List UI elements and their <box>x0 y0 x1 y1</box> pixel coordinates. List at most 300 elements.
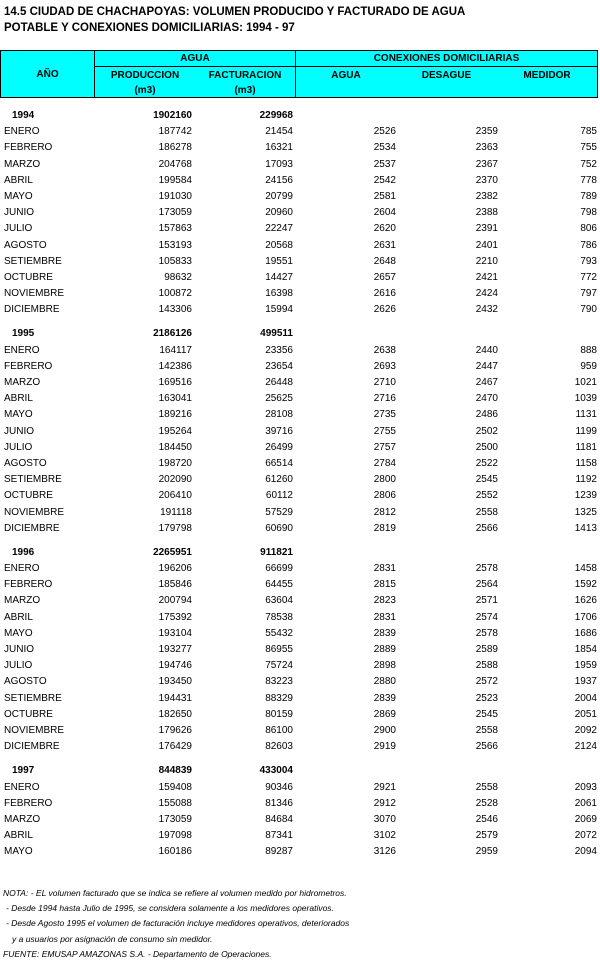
agua-cell: 2921 <box>373 781 396 793</box>
facturacion-cell: 21454 <box>265 126 293 138</box>
table-row <box>0 577 600 593</box>
agua-cell: 3102 <box>373 830 396 842</box>
produccion-cell: 197098 <box>158 830 192 842</box>
medidor-cell: 2072 <box>574 830 597 842</box>
title-line-2: POTABLE Y CONEXIONES DOMICILIARIAS: 1994 - 97 <box>4 22 295 34</box>
year-produccion: 2186126 <box>153 328 192 340</box>
month-label: JULIO <box>4 441 33 453</box>
facturacion-cell: 86955 <box>265 644 293 655</box>
year-facturacion: 433004 <box>259 765 293 777</box>
medidor-cell: 1626 <box>574 595 597 607</box>
agua-cell: 2757 <box>373 441 396 453</box>
month-label: ABRIL <box>4 174 33 186</box>
desague-cell: 2566 <box>475 522 498 534</box>
source: FUENTE: EMUSAP AMAZONAS S.A. - Departamento de Operaciones. <box>3 948 272 959</box>
table-row <box>0 844 600 860</box>
medidor-cell: 752 <box>580 158 597 170</box>
desague-cell: 2467 <box>475 377 498 388</box>
year-label: 1997 <box>12 765 35 777</box>
produccion-cell: 191118 <box>160 506 192 518</box>
facturacion-cell: 19551 <box>265 255 293 267</box>
desague-cell: 2370 <box>475 174 498 186</box>
produccion-cell: 187742 <box>158 126 192 138</box>
medidor-cell: 1458 <box>574 563 597 575</box>
table-row <box>0 286 600 302</box>
table-row <box>0 375 600 391</box>
facturacion-cell: 16398 <box>265 288 293 300</box>
medidor-cell: 1199 <box>575 425 597 437</box>
facturacion-cell: 66699 <box>265 563 293 575</box>
desague-cell: 2545 <box>475 708 498 720</box>
desague-cell: 2588 <box>475 660 498 672</box>
table-row <box>0 302 600 318</box>
agua-cell: 2542 <box>373 174 396 186</box>
facturacion-cell: 15994 <box>265 304 293 316</box>
table-row <box>0 472 600 488</box>
agua-cell: 2806 <box>373 490 396 502</box>
table-row <box>0 593 600 609</box>
agua-cell: 2889 <box>373 644 396 655</box>
month-label: MARZO <box>4 377 41 388</box>
medidor-cell: 798 <box>580 207 597 219</box>
desague-cell: 2578 <box>475 563 498 575</box>
table-header <box>0 50 598 98</box>
table-row <box>0 626 600 642</box>
month-label: NOVIEMBRE <box>4 506 65 518</box>
medidor-cell: 806 <box>580 223 597 235</box>
month-label: JUNIO <box>4 425 34 437</box>
agua-cell: 2869 <box>373 708 396 720</box>
agua-cell: 2823 <box>373 595 396 607</box>
header-agua: AGUA <box>331 69 361 81</box>
medidor-cell: 797 <box>580 288 597 300</box>
table-row <box>0 796 600 812</box>
medidor-cell: 1959 <box>574 660 597 672</box>
month-label: MAYO <box>4 627 33 639</box>
produccion-cell: 179798 <box>158 522 192 534</box>
produccion-cell: 189216 <box>158 409 192 421</box>
table-row <box>0 812 600 828</box>
produccion-cell: 173059 <box>158 813 192 825</box>
table-row <box>0 254 600 270</box>
year-total-row <box>0 763 600 779</box>
table-row <box>0 488 600 504</box>
facturacion-cell: 64455 <box>265 579 293 591</box>
year-facturacion: 229968 <box>259 110 293 121</box>
agua-cell: 2839 <box>373 692 396 704</box>
facturacion-cell: 55432 <box>265 627 293 639</box>
desague-cell: 2546 <box>475 813 498 825</box>
produccion-cell: 153193 <box>158 239 192 251</box>
desague-cell: 2440 <box>475 344 498 356</box>
medidor-cell: 1181 <box>575 441 597 453</box>
medidor-cell: 2061 <box>574 797 597 809</box>
table-row <box>0 707 600 723</box>
facturacion-cell: 90346 <box>265 781 293 793</box>
medidor-cell: 1192 <box>575 474 597 486</box>
produccion-cell: 182650 <box>158 708 192 720</box>
facturacion-cell: 28108 <box>265 409 293 421</box>
year-produccion: 1902160 <box>153 110 192 121</box>
year-facturacion: 911821 <box>260 546 293 558</box>
month-label: SETIEMBRE <box>4 255 62 267</box>
note-2: - Desde 1994 hasta Julio de 1995, se considera solamente a los medidores operativos. <box>6 903 334 914</box>
desague-cell: 2552 <box>475 490 498 502</box>
produccion-cell: 193104 <box>158 627 192 639</box>
produccion-cell: 185846 <box>158 579 192 591</box>
month-label: SETIEMBRE <box>4 474 62 486</box>
desague-cell: 2572 <box>475 676 498 688</box>
facturacion-cell: 63604 <box>265 595 293 607</box>
facturacion-cell: 57529 <box>265 506 293 518</box>
facturacion-cell: 66514 <box>265 457 293 469</box>
agua-cell: 2919 <box>373 741 396 753</box>
desague-cell: 2470 <box>475 393 498 405</box>
desague-cell: 2432 <box>475 304 498 316</box>
header-agua-group: AGUA <box>180 53 210 64</box>
produccion-cell: 157863 <box>158 223 192 235</box>
month-label: MAYO <box>4 190 33 202</box>
agua-cell: 2648 <box>373 255 396 267</box>
month-label: ENERO <box>4 344 40 356</box>
facturacion-cell: 14427 <box>265 271 293 283</box>
month-label: NOVIEMBRE <box>4 724 65 736</box>
facturacion-cell: 20568 <box>265 239 293 251</box>
medidor-cell: 790 <box>580 304 597 316</box>
desague-cell: 2579 <box>475 830 498 842</box>
month-label: JULIO <box>4 223 33 235</box>
table-row <box>0 359 600 375</box>
agua-cell: 2831 <box>373 563 396 575</box>
month-label: FEBRERO <box>4 360 53 372</box>
agua-cell: 2631 <box>373 239 396 251</box>
produccion-cell: 206410 <box>158 490 192 502</box>
title-line-1: 14.5 CIUDAD DE CHACHAPOYAS: VOLUMEN PRODUCIDO Y FACTURADO DE AGUA <box>4 6 466 18</box>
produccion-cell: 199584 <box>158 174 192 186</box>
month-label: OCTUBRE <box>4 708 53 720</box>
produccion-cell: 194746 <box>158 660 192 672</box>
table-row <box>0 691 600 707</box>
month-label: ENERO <box>4 781 40 793</box>
desague-cell: 2959 <box>475 846 498 858</box>
desague-cell: 2210 <box>475 255 498 267</box>
medidor-cell: 2051 <box>574 708 597 720</box>
produccion-cell: 202090 <box>158 474 192 486</box>
produccion-cell: 98632 <box>164 271 192 283</box>
produccion-cell: 195264 <box>158 425 192 437</box>
facturacion-cell: 39716 <box>265 425 293 437</box>
desague-cell: 2578 <box>475 627 498 639</box>
desague-cell: 2363 <box>475 142 498 154</box>
facturacion-cell: 75724 <box>265 660 293 672</box>
month-label: FEBRERO <box>4 579 53 591</box>
month-label: OCTUBRE <box>4 490 53 502</box>
produccion-cell: 175392 <box>158 611 192 623</box>
medidor-cell: 959 <box>580 360 597 372</box>
month-label: ABRIL <box>4 393 33 405</box>
facturacion-cell: 23356 <box>265 344 293 356</box>
table-row <box>0 173 600 189</box>
desague-cell: 2528 <box>475 797 498 809</box>
table-row <box>0 238 600 254</box>
facturacion-cell: 87341 <box>265 830 293 842</box>
produccion-cell: 198720 <box>158 457 192 469</box>
produccion-cell: 191030 <box>158 190 192 202</box>
desague-cell: 2558 <box>475 781 498 793</box>
produccion-cell: 155088 <box>158 797 192 809</box>
table-row <box>0 610 600 626</box>
agua-cell: 2638 <box>373 344 396 356</box>
month-label: AGOSTO <box>4 239 47 251</box>
facturacion-cell: 82603 <box>265 741 293 753</box>
agua-cell: 2831 <box>373 611 396 623</box>
month-label: JULIO <box>4 660 33 672</box>
produccion-cell: 179626 <box>158 724 192 736</box>
facturacion-cell: 84684 <box>265 813 293 825</box>
month-label: ENERO <box>4 563 40 575</box>
medidor-cell: 755 <box>580 142 597 154</box>
agua-cell: 2526 <box>373 126 396 138</box>
produccion-cell: 100872 <box>158 288 192 300</box>
agua-cell: 2657 <box>373 271 396 283</box>
month-label: FEBRERO <box>4 142 53 154</box>
page-title <box>4 4 465 36</box>
facturacion-cell: 22247 <box>265 223 293 235</box>
facturacion-cell: 26448 <box>265 377 293 388</box>
month-label: ENERO <box>4 126 40 138</box>
desague-cell: 2558 <box>475 724 498 736</box>
month-label: MARZO <box>4 813 41 825</box>
month-label: ABRIL <box>4 611 33 623</box>
table-row <box>0 424 600 440</box>
table-row <box>0 780 600 796</box>
produccion-cell: 204768 <box>158 158 192 170</box>
agua-cell: 3126 <box>373 846 396 858</box>
header-produccion-unit: (m3) <box>134 84 156 96</box>
facturacion-cell: 60112 <box>265 490 293 502</box>
produccion-cell: 176429 <box>158 741 192 753</box>
facturacion-cell: 89287 <box>265 846 293 858</box>
agua-cell: 2839 <box>373 627 396 639</box>
medidor-cell: 888 <box>580 344 597 356</box>
note-3: - Desde Agosto 1995 el volumen de facturación incluye medidores operativos, deteriorados <box>6 918 350 929</box>
produccion-cell: 169516 <box>158 377 192 388</box>
medidor-cell: 786 <box>580 239 597 251</box>
medidor-cell: 1413 <box>574 522 597 534</box>
table-row <box>0 221 600 237</box>
desague-cell: 2523 <box>475 692 498 704</box>
agua-cell: 2693 <box>373 360 396 372</box>
facturacion-cell: 25625 <box>265 393 293 405</box>
table-row <box>0 521 600 537</box>
medidor-cell: 2094 <box>574 846 597 858</box>
note-1: NOTA: - EL volumen facturado que se indica se refiere al volumen medido por hidrometros. <box>3 888 347 898</box>
header-desague: DESAGUE <box>421 69 472 81</box>
produccion-cell: 105833 <box>158 255 192 267</box>
medidor-cell: 1325 <box>574 506 597 518</box>
medidor-cell: 1592 <box>574 579 597 591</box>
medidor-cell: 1239 <box>574 490 597 502</box>
desague-cell: 2359 <box>475 126 498 138</box>
agua-cell: 2815 <box>373 579 396 591</box>
notes <box>3 886 349 962</box>
produccion-cell: 194431 <box>158 692 192 704</box>
agua-cell: 2716 <box>373 393 396 405</box>
produccion-cell: 193277 <box>158 644 192 655</box>
table-row <box>0 723 600 739</box>
medidor-cell: 785 <box>580 126 597 138</box>
header-anio: AÑO <box>36 68 59 80</box>
table-row <box>0 124 600 140</box>
year-facturacion: 499511 <box>260 328 293 340</box>
section-gap <box>0 755 600 763</box>
table-row <box>0 674 600 690</box>
desague-cell: 2486 <box>475 409 498 421</box>
month-label: NOVIEMBRE <box>4 288 65 300</box>
medidor-cell: 1937 <box>574 676 597 688</box>
facturacion-cell: 78538 <box>265 611 293 623</box>
medidor-cell: 778 <box>580 174 597 186</box>
produccion-cell: 160186 <box>158 846 192 858</box>
medidor-cell: 2092 <box>574 724 597 736</box>
desague-cell: 2367 <box>475 158 498 170</box>
month-label: MAYO <box>4 846 33 858</box>
desague-cell: 2421 <box>475 271 498 283</box>
header-facturacion: FACTURACION <box>208 69 282 81</box>
table-row <box>0 157 600 173</box>
agua-cell: 2735 <box>373 409 396 421</box>
header-facturacion-unit: (m3) <box>234 84 256 96</box>
medidor-cell: 2069 <box>574 813 597 825</box>
table-row <box>0 642 600 658</box>
month-label: JUNIO <box>4 207 34 219</box>
facturacion-cell: 20799 <box>265 190 293 202</box>
desague-cell: 2566 <box>475 741 498 753</box>
desague-cell: 2401 <box>475 239 498 251</box>
facturacion-cell: 80159 <box>265 708 293 720</box>
table-row <box>0 739 600 755</box>
produccion-cell: 186278 <box>158 142 192 154</box>
agua-cell: 2912 <box>373 797 396 809</box>
produccion-cell: 173059 <box>158 207 192 219</box>
desague-cell: 2545 <box>475 474 498 486</box>
medidor-cell: 2124 <box>574 741 597 753</box>
month-label: DICIEMBRE <box>4 522 60 534</box>
produccion-cell: 164117 <box>159 344 192 356</box>
header-conexiones-group: CONEXIONES DOMICILIARIAS <box>373 53 520 64</box>
table-row <box>0 343 600 359</box>
facturacion-cell: 88329 <box>265 692 293 704</box>
month-label: DICIEMBRE <box>4 741 60 753</box>
month-label: ABRIL <box>4 830 33 842</box>
table-row <box>0 440 600 456</box>
month-label: JUNIO <box>4 644 34 655</box>
year-total-row <box>0 545 600 561</box>
desague-cell: 2558 <box>475 506 498 518</box>
table-row <box>0 270 600 286</box>
desague-cell: 2574 <box>475 611 498 623</box>
desague-cell: 2502 <box>475 425 498 437</box>
table-row <box>0 407 600 423</box>
medidor-cell: 2093 <box>574 781 597 793</box>
facturacion-cell: 23654 <box>265 360 293 372</box>
table-row <box>0 189 600 205</box>
facturacion-cell: 81346 <box>265 797 293 809</box>
agua-cell: 2620 <box>373 223 396 235</box>
month-label: MARZO <box>4 158 41 170</box>
table-row <box>0 205 600 221</box>
table-body <box>0 108 600 860</box>
desague-cell: 2564 <box>475 579 498 591</box>
agua-cell: 2755 <box>373 425 396 437</box>
produccion-cell: 163041 <box>158 393 192 405</box>
table-row <box>0 505 600 521</box>
month-label: AGOSTO <box>4 676 47 688</box>
table-row <box>0 391 600 407</box>
desague-cell: 2447 <box>475 360 498 372</box>
agua-cell: 2812 <box>373 506 396 518</box>
facturacion-cell: 83223 <box>265 676 293 688</box>
medidor-cell: 1854 <box>574 644 597 655</box>
agua-cell: 2581 <box>373 190 396 202</box>
year-label: 1996 <box>12 546 35 558</box>
medidor-cell: 789 <box>580 190 597 202</box>
header-medidor: MEDIDOR <box>523 69 571 81</box>
facturacion-cell: 61260 <box>265 474 293 486</box>
table-row <box>0 828 600 844</box>
month-label: MAYO <box>4 409 33 421</box>
desague-cell: 2571 <box>475 595 498 607</box>
month-label: SETIEMBRE <box>4 692 62 704</box>
year-produccion: 2265951 <box>153 546 192 558</box>
agua-cell: 2900 <box>373 724 396 736</box>
agua-cell: 2819 <box>373 522 396 534</box>
agua-cell: 2604 <box>373 207 396 219</box>
medidor-cell: 1706 <box>574 611 597 623</box>
year-total-row <box>0 108 600 124</box>
month-label: AGOSTO <box>4 457 47 469</box>
agua-cell: 3070 <box>373 813 396 825</box>
table-row <box>0 561 600 577</box>
table-row <box>0 456 600 472</box>
facturacion-cell: 86100 <box>265 724 293 736</box>
facturacion-cell: 20960 <box>265 207 293 219</box>
medidor-cell: 772 <box>580 271 597 283</box>
desague-cell: 2382 <box>475 190 498 202</box>
medidor-cell: 793 <box>580 255 597 267</box>
facturacion-cell: 17093 <box>265 158 293 170</box>
medidor-cell: 2004 <box>574 692 597 704</box>
medidor-cell: 1131 <box>575 409 597 421</box>
produccion-cell: 143306 <box>158 304 192 316</box>
facturacion-cell: 60690 <box>265 522 293 534</box>
year-label: 1994 <box>12 110 35 121</box>
medidor-cell: 1158 <box>575 457 597 469</box>
month-label: MARZO <box>4 595 41 607</box>
header-produccion: PRODUCCION <box>110 69 180 81</box>
table-row <box>0 140 600 156</box>
medidor-cell: 1039 <box>574 393 597 405</box>
agua-cell: 2784 <box>373 457 396 469</box>
facturacion-cell: 26499 <box>265 441 293 453</box>
month-label: FEBRERO <box>4 797 53 809</box>
produccion-cell: 142386 <box>158 360 192 372</box>
produccion-cell: 159408 <box>158 781 192 793</box>
desague-cell: 2388 <box>475 207 498 219</box>
facturacion-cell: 24156 <box>265 174 293 186</box>
desague-cell: 2424 <box>475 288 498 300</box>
agua-cell: 2534 <box>373 142 396 154</box>
